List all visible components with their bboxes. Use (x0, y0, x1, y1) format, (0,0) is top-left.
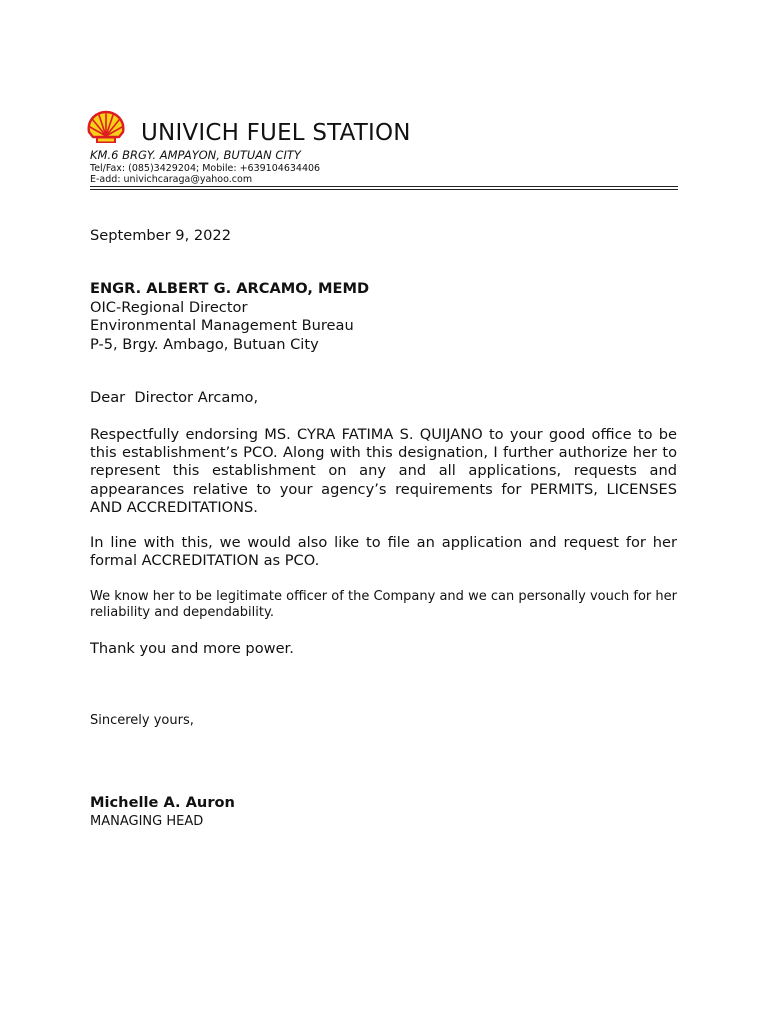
thanks-line: Thank you and more power. (90, 640, 294, 657)
shell-logo-icon (86, 110, 126, 146)
company-contact: Tel/Fax: (085)3429204; Mobile: +639104634406 (90, 163, 321, 174)
body-paragraph: We know her to be legitimate officer of the Company and we can personally vouch for her reliability and dependability. (90, 589, 677, 620)
body-paragraph: Respectfully endorsing MS. CYRA FATIMA S. QUIJANO to your good office to be this establishment’s PCO. Along with this designation, I further authorize her to represent this establishment on any and all applications, requests and appearances relative to your agency’s requirements for PERMITS, LICENSES AND ACCREDITATIONS. (90, 426, 677, 516)
recipient-organization: Environmental Management Bureau (90, 317, 354, 334)
letterhead-divider-top (90, 186, 678, 187)
recipient-title: OIC-Regional Director (90, 299, 248, 316)
letterhead-divider-bottom (90, 189, 678, 190)
recipient-name: ENGR. ALBERT G. ARCAMO, MEMD (90, 280, 370, 297)
signatory-title: MANAGING HEAD (90, 814, 204, 829)
company-name: UNIVICH FUEL STATION (141, 120, 411, 146)
salutation: Dear Director Arcamo, (90, 389, 259, 406)
company-address: KM.6 BRGY. AMPAYON, BUTUAN CITY (90, 148, 301, 162)
body-paragraph: In line with this, we would also like to file an application and request for her formal ACCREDITATION as PCO. (90, 534, 677, 570)
closing: Sincerely yours, (90, 713, 194, 728)
letter-date: September 9, 2022 (90, 227, 232, 244)
recipient-address: P-5, Brgy. Ambago, Butuan City (90, 336, 319, 353)
company-email: E-add: univichcaraga@yahoo.com (90, 174, 253, 185)
signatory-name: Michelle A. Auron (90, 794, 235, 811)
